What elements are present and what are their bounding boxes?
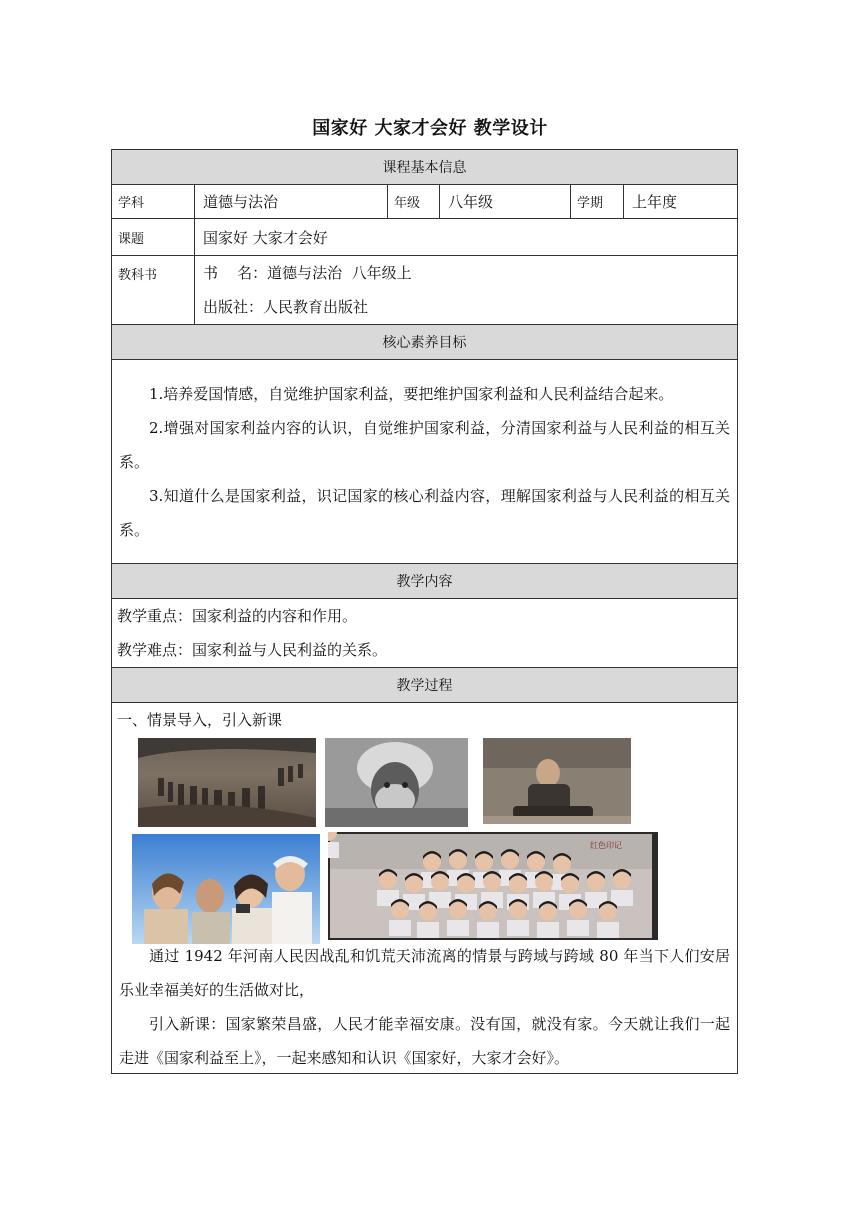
photo-watermark: 红色印记 — [590, 841, 622, 850]
key-point: 教学重点：国家利益的内容和作用。 — [117, 607, 358, 625]
term-label: 学期 — [571, 185, 624, 219]
difficulty-point: 教学难点：国家利益与人民利益的关系。 — [117, 641, 388, 659]
refugee-march-photo — [138, 738, 316, 827]
step1-heading: 一、情景导入，引入新课 — [117, 711, 283, 729]
topic-value: 国家好 大家才会好 — [195, 219, 738, 256]
section-header-basic-info: 课程基本信息 — [112, 150, 738, 185]
grade-label: 年级 — [388, 185, 440, 219]
section-header-goals: 核心素养目标 — [112, 325, 738, 360]
content-cell — [112, 599, 738, 668]
document-title: 国家好 大家才会好 教学设计 — [312, 118, 548, 139]
section-header-content: 教学内容 — [112, 564, 738, 599]
happy-seniors-photo — [132, 834, 320, 944]
lesson-plan-table — [111, 149, 738, 1074]
topic-label: 课题 — [112, 219, 195, 256]
textbook-label: 教科书 — [112, 256, 195, 325]
child-photo — [483, 738, 631, 824]
process-paragraph-2: 引入新课：国家繁荣昌盛，人民才能幸福安康。没有国，就没有家。今天就让我们一起走进《国家利益至上》，一起来感知和认识《国家好，大家才会好》。 — [119, 1015, 731, 1067]
subject-value: 道德与法治 — [195, 185, 388, 219]
book-name: 书 名：道德与法治 八年级上 — [203, 264, 412, 282]
publisher: 出版社：人民教育出版社 — [203, 298, 369, 316]
old-man-photo — [325, 738, 468, 827]
young-pioneers-photo — [328, 832, 658, 940]
process-cell — [112, 703, 738, 1074]
goals-cell — [112, 360, 738, 564]
goal-item: 3.知道什么是国家利益，识记国家的核心利益内容，理解国家利益与人民利益的相互关系。 — [119, 486, 731, 539]
goal-item: 1.培养爱国情感，自觉维护国家利益，要把维护国家利益和人民利益结合起来。 — [149, 384, 674, 403]
grade-value: 八年级 — [440, 185, 571, 219]
textbook-info — [195, 256, 738, 325]
term-value: 上年度 — [624, 185, 738, 219]
goal-item: 2.增强对国家利益内容的认识，自觉维护国家利益，分清国家利益与人民利益的相互关系。 — [119, 418, 731, 471]
section-header-process: 教学过程 — [112, 668, 738, 703]
subject-label: 学科 — [112, 185, 195, 219]
process-paragraph-1: 通过 1942 年河南人民因战乱和饥荒天沛流离的情景与跨域与跨域 80 年当下人们安居乐业幸福美好的生活做对比， — [119, 947, 731, 999]
